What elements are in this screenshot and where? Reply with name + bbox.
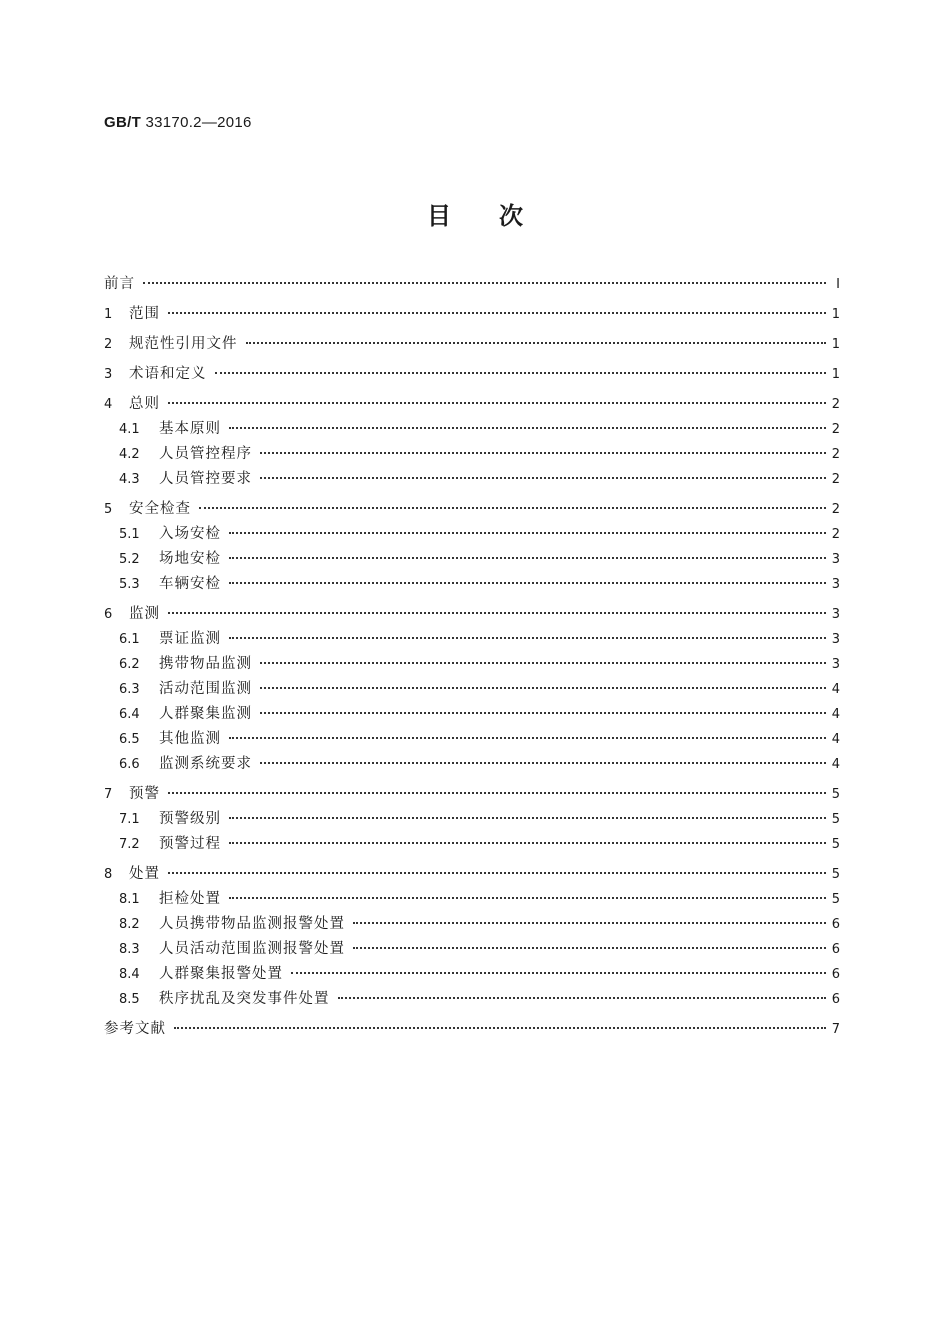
toc-entry-page: 6 [831,942,840,957]
toc-entry[interactable] [104,887,840,912]
toc-entry[interactable] [104,962,840,987]
toc-entry-page: 2 [831,422,840,437]
toc-entry-label: 人员携带物品监测报警处置 [159,916,345,932]
toc-entry[interactable] [104,417,840,442]
toc-entry-label: 人群聚集监测 [159,706,252,722]
toc-entry[interactable] [104,752,840,777]
toc-entry-label: 车辆安检 [159,576,221,592]
toc-entry-page: Ⅰ [836,277,840,292]
table-of-contents [104,272,840,1042]
toc-entry[interactable] [104,627,840,652]
toc-entry[interactable] [104,547,840,572]
toc-entry-number: 4.1 [119,422,140,437]
toc-entry-page: 6 [831,917,840,932]
dot-leader [229,637,826,639]
toc-entry-label: 活动范围监测 [159,681,252,697]
toc-entry-page: 2 [831,527,840,542]
toc-entry[interactable] [104,497,840,522]
toc-entry-label: 拒检处置 [159,891,221,907]
toc-entry-label: 处置 [129,866,160,882]
toc-entry[interactable] [104,677,840,702]
toc-entry[interactable] [104,332,840,357]
toc-entry-number: 5.3 [119,577,140,592]
dot-leader [168,612,826,614]
toc-entry-page: 1 [831,337,840,352]
toc-entry-page: 2 [831,472,840,487]
toc-entry-label: 预警级别 [159,811,221,827]
toc-entry-number: 4.3 [119,472,140,487]
toc-entry[interactable] [104,362,840,387]
toc-entry-page: 4 [831,732,840,747]
toc-entry-number: 7 [104,787,113,802]
toc-entry-label: 安全检查 [129,501,191,517]
toc-entry-number: 8.1 [119,892,140,907]
toc-entry-number: 8.4 [119,967,140,982]
dot-leader [168,792,826,794]
dot-leader [229,737,826,739]
toc-entry-page: 1 [831,367,840,382]
dot-leader [260,477,826,479]
toc-entry[interactable] [104,782,840,807]
dot-leader [260,662,826,664]
toc-entry-number: 8.3 [119,942,140,957]
dot-leader [229,582,826,584]
toc-entry-page: 4 [831,682,840,697]
dot-leader [338,997,827,999]
toc-entry-page: 5 [831,787,840,802]
toc-entry-number: 7.2 [119,837,140,852]
toc-entry-number: 6.3 [119,682,140,697]
dot-leader [353,922,826,924]
toc-entry-label: 人员管控程序 [159,446,252,462]
dot-leader [168,872,826,874]
toc-entry-label: 基本原则 [159,421,221,437]
toc-entry-page: 2 [831,397,840,412]
toc-entry-number: 4.2 [119,447,140,462]
dot-leader [229,897,826,899]
standard-prefix: GB/T [104,114,142,131]
toc-entry-label: 秩序扰乱及突发事件处置 [159,991,330,1007]
dot-leader [260,452,826,454]
dot-leader [199,507,826,509]
dot-leader [229,817,826,819]
toc-entry-label: 其他监测 [159,731,221,747]
toc-entry-page: 4 [831,757,840,772]
toc-entry[interactable] [104,272,840,297]
toc-entry-label: 监测 [129,606,160,622]
toc-entry[interactable] [104,442,840,467]
toc-entry[interactable] [104,832,840,857]
toc-entry-label: 监测系统要求 [159,756,252,772]
dot-leader [215,372,827,374]
page-title: 目次 [427,202,571,230]
toc-entry-number: 8.5 [119,992,140,1007]
toc-entry-page: 5 [831,837,840,852]
toc-entry-number: 6.5 [119,732,140,747]
toc-entry-page: 2 [831,502,840,517]
toc-entry-page: 6 [831,967,840,982]
dot-leader [246,342,827,344]
toc-entry-number: 1 [104,307,113,322]
toc-entry-page: 6 [831,992,840,1007]
toc-entry[interactable] [104,807,840,832]
toc-entry[interactable] [104,652,840,677]
dot-leader [229,842,826,844]
toc-entry-number: 7.1 [119,812,140,827]
toc-entry-number: 6.2 [119,657,140,672]
toc-entry-number: 5.1 [119,527,140,542]
toc-entry-number: 6.1 [119,632,140,647]
toc-entry-label: 人员活动范围监测报警处置 [159,941,345,957]
toc-entry-label: 携带物品监测 [159,656,252,672]
toc-entry[interactable] [104,392,840,417]
standard-code [104,114,252,131]
toc-entry[interactable] [104,467,840,492]
dot-leader [260,712,826,714]
toc-entry-page: 7 [831,1022,840,1037]
toc-entry-label: 人员管控要求 [159,471,252,487]
toc-entry[interactable] [104,912,840,937]
toc-entry-label: 人群聚集报警处置 [159,966,283,982]
toc-entry-page: 3 [831,552,840,567]
dot-leader [260,687,826,689]
toc-entry-number: 6.4 [119,707,140,722]
toc-entry-page: 1 [831,307,840,322]
toc-entry-label: 预警 [129,786,160,802]
toc-entry-page: 5 [831,812,840,827]
toc-entry[interactable] [104,727,840,752]
toc-entry[interactable] [104,302,840,327]
toc-entry-page: 3 [831,607,840,622]
toc-entry-page: 3 [831,577,840,592]
toc-entry-page: 4 [831,707,840,722]
toc-entry-label: 场地安检 [159,551,221,567]
dot-leader [229,532,826,534]
dot-leader [260,762,826,764]
dot-leader [229,427,826,429]
toc-entry-number: 2 [104,337,113,352]
toc-entry-label: 票证监测 [159,631,221,647]
toc-entry-page: 5 [831,867,840,882]
toc-entry-label: 范围 [129,306,160,322]
toc-entry-page: 5 [831,892,840,907]
toc-entry-page: 3 [831,657,840,672]
standard-number: 33170.2—2016 [145,114,252,131]
dot-leader [143,282,826,284]
toc-entry-label: 参考文献 [104,1021,166,1037]
toc-entry[interactable] [104,572,840,597]
toc-entry-label: 预警过程 [159,836,221,852]
dot-leader [168,402,826,404]
dot-leader [174,1027,826,1029]
toc-entry-number: 6.6 [119,757,140,772]
toc-entry[interactable] [104,862,840,887]
toc-entry-number: 5 [104,502,113,517]
toc-entry-label: 入场安检 [159,526,221,542]
dot-leader [229,557,826,559]
dot-leader [168,312,826,314]
toc-entry[interactable] [104,602,840,627]
toc-entry-number: 8 [104,867,113,882]
toc-entry-label: 术语和定义 [129,366,207,382]
toc-entry[interactable] [104,702,840,727]
toc-entry-page: 2 [831,447,840,462]
toc-entry-label: 总则 [129,396,160,412]
dot-leader [291,972,826,974]
toc-entry-number: 8.2 [119,917,140,932]
toc-entry[interactable] [104,522,840,547]
toc-entry-page: 3 [831,632,840,647]
toc-entry-label: 规范性引用文件 [129,336,238,352]
toc-entry-label: 前言 [104,276,135,292]
dot-leader [353,947,826,949]
toc-entry[interactable] [104,987,840,1012]
toc-entry[interactable] [104,1017,840,1042]
toc-entry-number: 5.2 [119,552,140,567]
toc-entry-number: 3 [104,367,113,382]
toc-entry-number: 6 [104,607,113,622]
toc-entry-number: 4 [104,397,113,412]
toc-entry[interactable] [104,937,840,962]
